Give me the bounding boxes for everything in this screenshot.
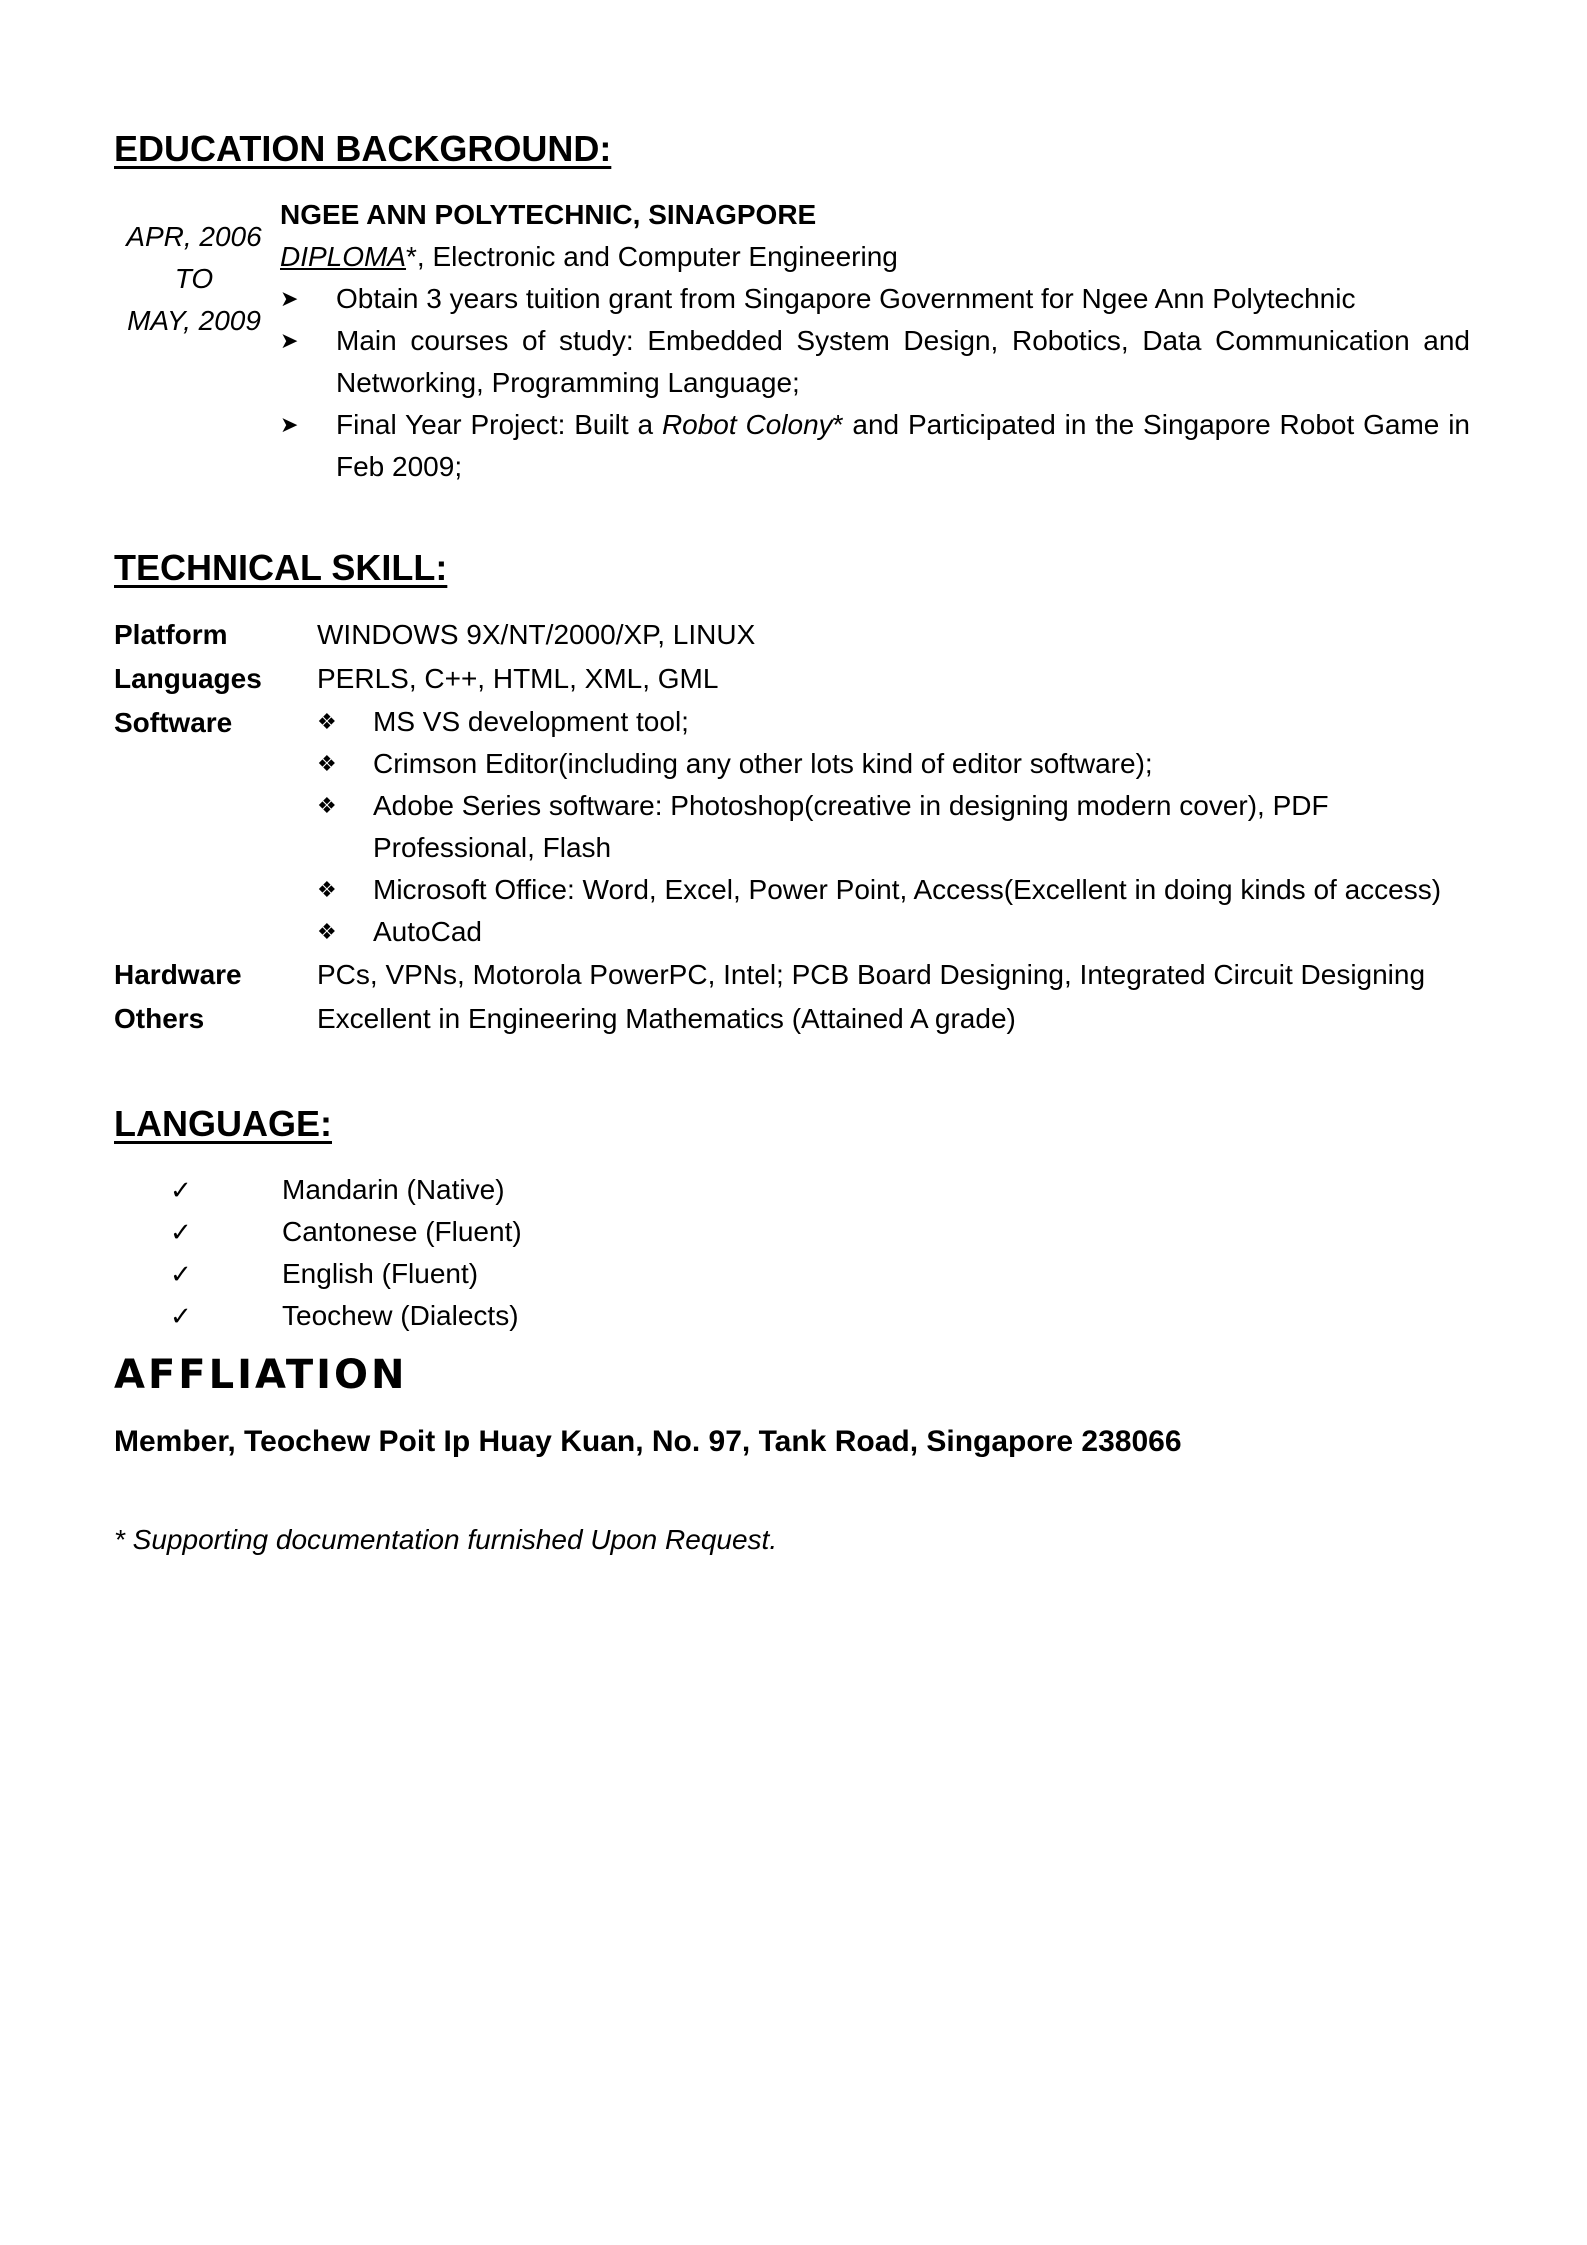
language-item — [170, 1211, 522, 1253]
software-item-text: Crimson Editor(including any other lots kind of editor software); — [373, 748, 1153, 779]
language-list — [170, 1169, 522, 1337]
skill-label: Hardware — [114, 959, 242, 990]
language-item-text: Mandarin (Native) — [282, 1174, 505, 1205]
affiliation-heading: AFFLIATION — [114, 1352, 408, 1398]
skill-value: PCs, VPNs, Motorola PowerPC, Intel; PCB Board Designing, Integrated Circuit Designing — [317, 959, 1426, 990]
diamond-bullet-icon: ❖ — [317, 751, 337, 776]
software-item-text: AutoCad — [373, 916, 482, 947]
skill-value: PERLS, C++, HTML, XML, GML — [317, 663, 719, 694]
language-item-text: Teochew (Dialects) — [282, 1300, 519, 1331]
skill-label: Languages — [114, 663, 262, 694]
language-item — [170, 1253, 522, 1295]
checkmark-icon: ✓ — [170, 1217, 192, 1247]
skill-value: WINDOWS 9X/NT/2000/XP, LINUX — [317, 619, 756, 650]
diploma-title: DIPLOMA — [280, 241, 407, 272]
skill-label: Software — [114, 707, 233, 738]
project-suffix: * and Participated in the Singapore Robot Game in Feb 2009; — [336, 409, 1470, 482]
education-bullet-text — [336, 404, 1470, 488]
arrowhead-bullet-icon: ➤ — [280, 286, 299, 311]
arrowhead-bullet-icon: ➤ — [280, 412, 299, 437]
software-item-text: Microsoft Office: Word, Excel, Power Point, Access(Excellent in doing kinds of access) — [373, 874, 1442, 905]
diamond-bullet-icon: ❖ — [317, 877, 337, 902]
checkmark-icon: ✓ — [170, 1175, 192, 1205]
diamond-bullet-icon: ❖ — [317, 709, 337, 734]
resume-page — [114, 0, 1474, 2245]
checkmark-icon: ✓ — [170, 1259, 192, 1289]
affiliation-text: Member, Teochew Poit Ip Huay Kuan, No. 97, Tank Road, Singapore 238066 — [114, 1425, 1182, 1458]
skill-row-hardware — [114, 953, 1474, 997]
language-item — [170, 1295, 522, 1337]
education-bullet — [280, 278, 1574, 320]
project-name: Robot Colony — [661, 409, 833, 440]
education-heading: EDUCATION BACKGROUND: — [114, 128, 612, 169]
skill-row-software — [114, 701, 1474, 953]
education-end-date: MAY, 2009 — [127, 305, 261, 336]
skill-row-platform — [114, 613, 1474, 657]
footnote: * Supporting documentation furnished Upon Request. — [114, 1524, 778, 1555]
software-item-text: Adobe Series software: Photoshop(creative in designing modern cover), PDF Professional, Flash — [373, 790, 1329, 863]
education-dates — [114, 216, 274, 342]
software-list — [317, 701, 1474, 953]
arrowhead-bullet-icon: ➤ — [280, 328, 299, 353]
software-item — [317, 701, 1474, 743]
language-item-text: English (Fluent) — [282, 1258, 479, 1289]
software-item — [317, 743, 1474, 785]
diamond-bullet-icon: ❖ — [317, 793, 337, 818]
skill-label: Others — [114, 1003, 205, 1034]
software-item — [317, 911, 1474, 953]
skill-label: Platform — [114, 619, 228, 650]
language-heading: LANGUAGE: — [114, 1103, 332, 1144]
software-item-text: MS VS development tool; — [373, 706, 689, 737]
education-bullet — [280, 320, 1574, 404]
school-name: NGEE ANN POLYTECHNIC, SINAGPORE — [280, 199, 817, 230]
diploma-line — [280, 236, 1574, 278]
language-item — [170, 1169, 522, 1211]
skill-row-others — [114, 997, 1474, 1041]
software-item — [317, 869, 1474, 911]
education-date-separator: TO — [174, 263, 214, 294]
skills-heading: TECHNICAL SKILL: — [114, 547, 448, 588]
education-start-date: APR, 2006 — [126, 221, 262, 252]
skills-table — [114, 613, 1474, 1041]
checkmark-icon: ✓ — [170, 1301, 192, 1331]
education-bullet — [280, 404, 1574, 488]
diploma-field: *, Electronic and Computer Engineering — [406, 241, 898, 272]
software-item — [317, 785, 1474, 869]
skill-row-languages — [114, 657, 1474, 701]
education-details — [280, 194, 1574, 488]
project-prefix: Final Year Project: Built a — [336, 409, 662, 440]
diamond-bullet-icon: ❖ — [317, 919, 337, 944]
skill-value: Excellent in Engineering Mathematics (Attained A grade) — [317, 1003, 1016, 1034]
education-bullet-text: Main courses of study: Embedded System Design, Robotics, Data Communication and Networking, Programming Language; — [336, 325, 1470, 398]
language-item-text: Cantonese (Fluent) — [282, 1216, 522, 1247]
education-bullet-text: Obtain 3 years tuition grant from Singapore Government for Ngee Ann Polytechnic — [336, 283, 1356, 314]
